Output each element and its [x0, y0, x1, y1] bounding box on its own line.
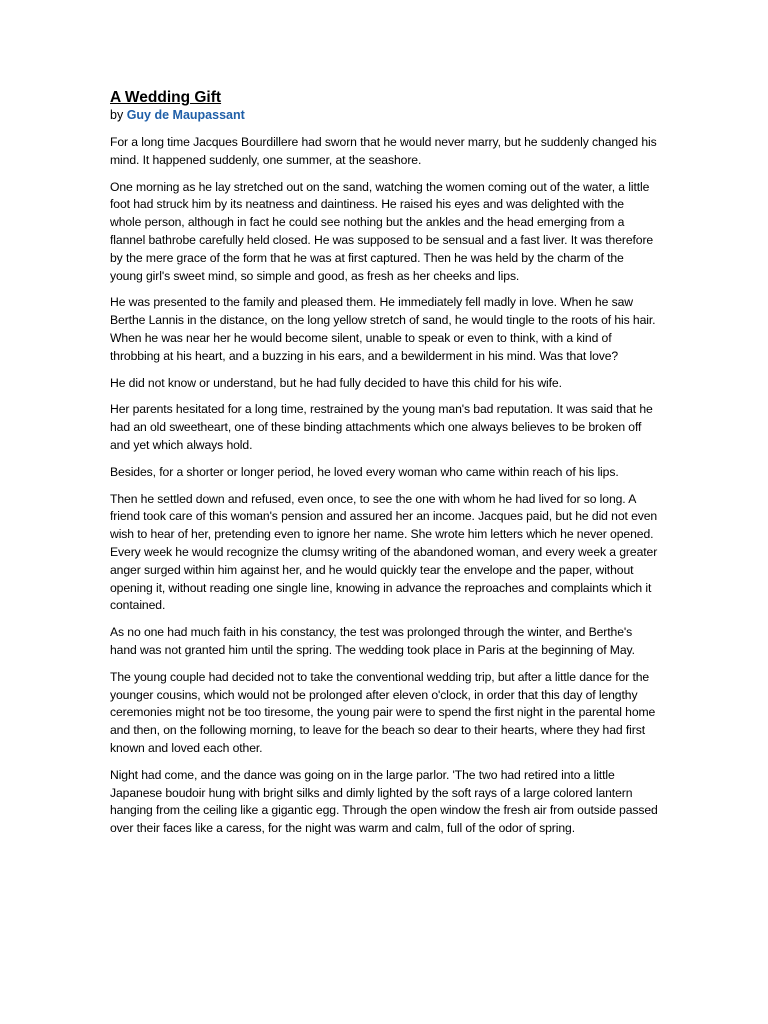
- paragraph: Her parents hesitated for a long time, restrained by the young man's bad reputation. It was said that he had an old sweetheart, one of these binding attachments which one always believes to be broken off and yet which always hold.: [110, 402, 653, 452]
- paragraph: He was presented to the family and pleased them. He immediately fell madly in love. When he saw Berthe Lannis in the distance, on the long yellow stretch of sand, he would tingle to the roots of his hair. When he was near her he would become silent, unable to speak or even to think, with a kind of throbbing at his heart, and a buzzing in his ears, and a bewilderment in his mind. Was that love?: [110, 295, 656, 363]
- paragraph: Besides, for a shorter or longer period, he loved every woman who came within reach of his lips.: [110, 464, 619, 479]
- document-page: [110, 88, 658, 847]
- paragraph: Then he settled down and refused, even once, to see the one with whom he had lived for so long. A friend took care of this woman's pension and assured her an income. Jacques paid, but he did not even wish to hear of her, pretending even to ignore her name. She wrote him letters which he never opened. Every week he would recognize the clumsy writing of the abandoned woman, and every week a greater anger surged within him against her, and he would quickly tear the envelope and the paper, without opening it, without reading one single line, knowing in advance the reproaches and complaints which it contained.: [110, 491, 658, 613]
- paragraph: For a long time Jacques Bourdillere had sworn that he would never marry, but he suddenly changed his mind. It happened suddenly, one summer, at the seashore.: [110, 135, 657, 167]
- paragraph: The young couple had decided not to take the conventional wedding trip, but after a little dance for the younger cousins, which would not be prolonged after eleven o'clock, in order that this day of lengthy ceremonies might not be too tiresome, the young pair were to spend the first night in the parental home and then, on the following morning, to leave for the beach so dear to their hearts, where they had first known and loved each other.: [110, 669, 656, 755]
- document-title: A Wedding Gift: [110, 89, 222, 106]
- byline-prefix: by: [110, 108, 127, 122]
- author-name: Guy de Maupassant: [126, 108, 245, 122]
- paragraph: One morning as he lay stretched out on the sand, watching the women coming out of the water, a little foot had struck him by its neatness and daintiness. He raised his eyes and was delighted with the whole person, although in fact he could see nothing but the ankles and the head emerging from a flannel bathrobe carefully held closed. He was supposed to be sensual and a fast liver. It was therefore by the mere grace of the form that he was at first captured. Then he was held by the charm of the young girl's sweet mind, so simple and good, as fresh as her cheeks and lips.: [110, 179, 654, 283]
- paragraph: He did not know or understand, but he had fully decided to have this child for his wife.: [110, 375, 562, 390]
- paragraph: Night had come, and the dance was going on in the large parlor. 'The two had retired into a little Japanese boudoir hung with bright silks and dimly lighted by the soft rays of a large colored lantern hanging from the ceiling like a gigantic egg. Through the open window the fresh air from outside passed over their faces like a caress, for the night was warm and calm, full of the odor of spring.: [110, 767, 658, 836]
- byline: [110, 107, 658, 124]
- paragraph: As no one had much faith in his constancy, the test was prolonged through the winter, and Berthe's hand was not granted him until the spring. The wedding took place in Paris at the beginning of May.: [110, 625, 635, 657]
